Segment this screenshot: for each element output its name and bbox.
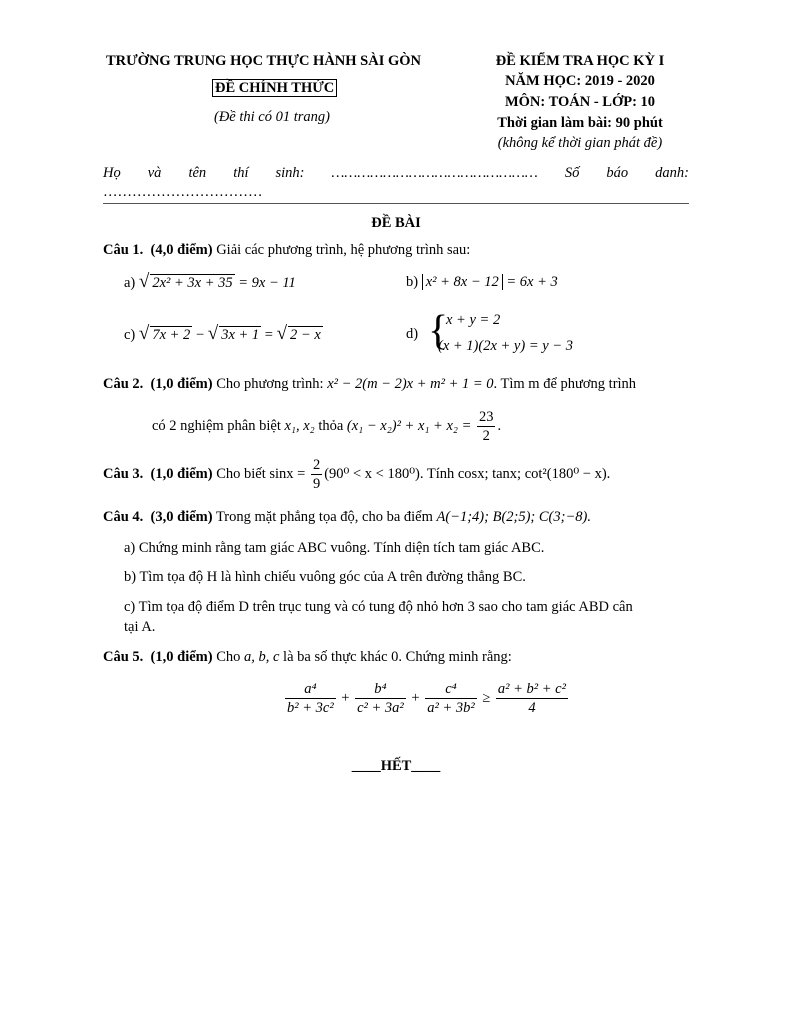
question-2-cont: có 2 nghiệm phân biệt x₁, x₂ thỏa (x₁ − x₂)² + x₁ + x₂ = $\frac{23}{2}$ . <box>152 409 502 444</box>
question-5: Câu 5. (1,0 điểm) Cho a, b, c là ba số thực khác 0. Chứng minh rằng: <box>103 649 512 665</box>
exam-time: Thời gian làm bài: 90 phút <box>497 115 663 131</box>
name-word: sinh: <box>275 165 305 181</box>
subject: MÔN: TOÁN - LỚP: 10 <box>504 94 656 110</box>
page-count: (Đề thi có 01 trang) <box>214 109 330 125</box>
id-word: báo <box>606 165 629 181</box>
name-word: thí <box>233 165 249 181</box>
id-word: danh: <box>655 165 689 181</box>
question-3: Câu 3. (1,0 điểm) Cho biết sinx = $\frac{2}{9}$ (90⁰ < x < 180⁰). Tính cosx; tanx; cot²(180⁰ − x). <box>103 457 611 492</box>
id-word: Số <box>564 165 580 181</box>
section-title: ĐỀ BÀI <box>371 215 421 231</box>
name-word: Họ <box>103 165 121 181</box>
q4-part-b: b) Tìm tọa độ H là hình chiếu vuông góc của A trên đường thẳng BC. <box>124 569 526 585</box>
q1-part-c: c) √ 7x + 2 − √ 3x + 1 = √ 2 − x <box>124 323 321 344</box>
divider <box>103 203 689 204</box>
time-note: (không kể thời gian phát đề) <box>497 135 663 151</box>
name-dots: ………………………………………… <box>331 165 538 181</box>
q1-part-b: b) x² + 8x − 12 = 6x + 3 <box>406 274 558 290</box>
question-1: Câu 1. (4,0 điểm) Giải các phương trình, hệ phương trình sau: <box>103 242 471 258</box>
q5-inequality: $\frac{\text{a⁴}}{\text{b² + 3c²}}$ + $\frac{\text{b⁴}}{\text{c² + 3a²}}$ + $\frac{\text{c⁴}}{\text{a² + 3b²}}$ ≥ $\frac{\text{a² + b² + c²}}{4}$ <box>287 681 566 716</box>
official-label: ĐỀ CHÍNH THỨC <box>212 80 337 97</box>
exam-title: ĐỀ KIỂM TRA HỌC KỲ I <box>495 53 665 69</box>
end-marker: ____HẾT____ <box>351 758 441 774</box>
q1-part-a: a) √ 2x² + 3x + 35 = 9x − 11 <box>124 271 296 292</box>
q4-part-c-cont: tại A. <box>124 619 156 635</box>
question-2: Câu 2. (1,0 điểm) Cho phương trình: x² − 2(m − 2)x + m² + 1 = 0. Tìm m để phương trình <box>103 376 637 392</box>
q4-part-a: a) Chứng minh rằng tam giác ABC vuông. Tính diện tích tam giác ABC. <box>124 540 545 556</box>
q1-d-eq2: (x + 1)(2x + y) = y − 3 <box>438 338 573 354</box>
school-name: TRƯỜNG TRUNG HỌC THỰC HÀNH SÀI GÒN <box>106 53 421 69</box>
school-year: NĂM HỌC: 2019 - 2020 <box>505 73 655 89</box>
id-dots: …………………………… <box>103 184 263 200</box>
q1-part-d-label: d) <box>406 326 419 342</box>
name-word: tên <box>188 165 207 181</box>
q1-d-eq1: x + y = 2 <box>446 312 501 328</box>
name-word: và <box>147 165 162 181</box>
system-brace: { <box>428 308 449 354</box>
question-4: Câu 4. (3,0 điểm) Trong mặt phẳng tọa độ, cho ba điểm A(−1;4); B(2;5); C(3;−8). <box>103 509 591 525</box>
student-info-line <box>103 165 689 182</box>
q4-part-c: c) Tìm tọa độ điểm D trên trục tung và có tung độ nhỏ hơn 3 sao cho tam giác ABD cân <box>124 599 633 615</box>
